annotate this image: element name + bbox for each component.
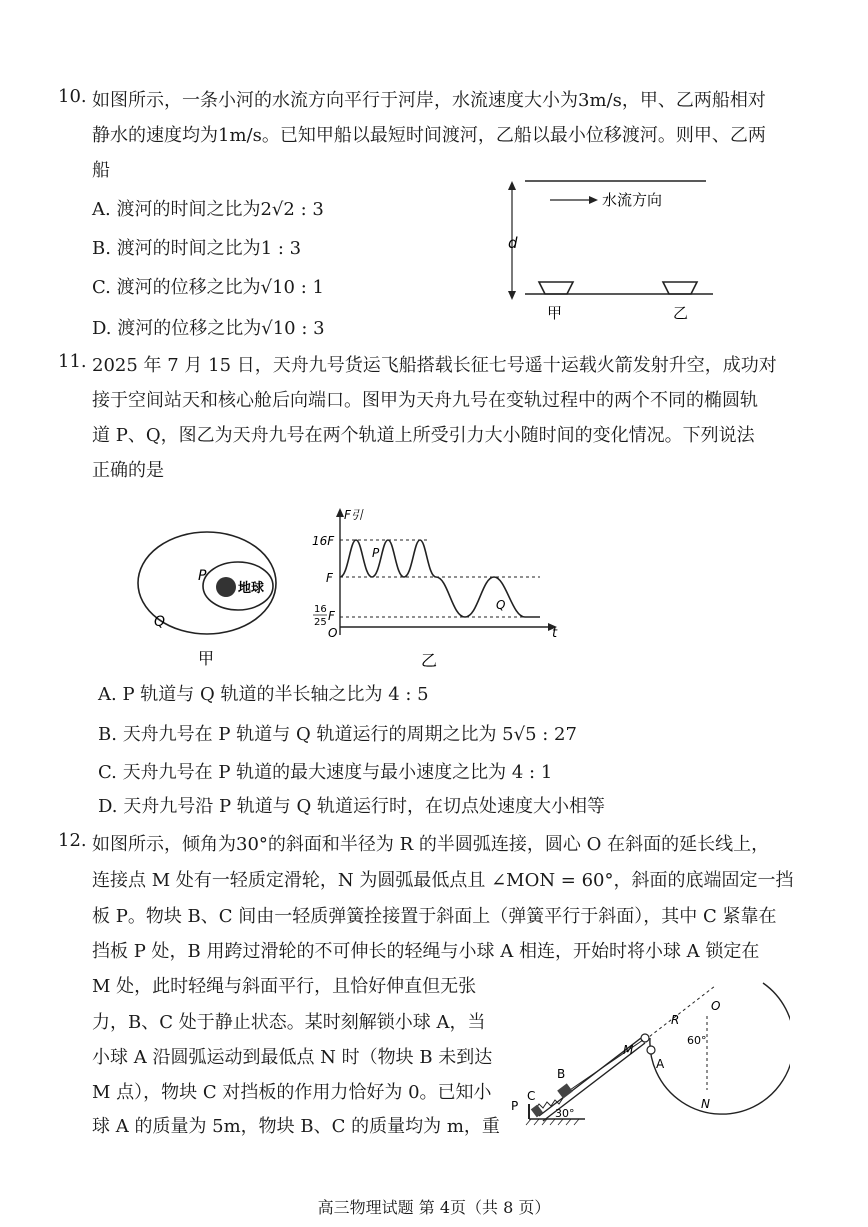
force-time-graph (300, 505, 570, 670)
q12-stem-line-5: M 处，此时轻绳与斜面平行，且恰好伸直但无张 (92, 976, 477, 997)
x-axis-label: t (552, 626, 558, 641)
q11-option-c (98, 758, 552, 784)
q10-stem-line-1: 如图所示，一条小河的水流方向平行于河岸，水流速度大小为3m/s，甲、乙两船相对 (92, 90, 766, 111)
q10-option-b (92, 234, 301, 260)
option-text: 渡河的时间之比为 (116, 238, 261, 259)
label-B: B (557, 1067, 566, 1081)
flow-direction-label: 水流方向 (602, 191, 663, 209)
option-text: 渡河的时间之比为 (116, 199, 261, 220)
y-axis-label: F引 (344, 508, 363, 522)
label-P: P (511, 1099, 519, 1113)
option-label: A. (92, 199, 111, 220)
q12-stem-line-9: 球 A 的质量为 5m，物块 B、C 的质量均为 m，重 (92, 1116, 500, 1137)
curve-q-label: Q (496, 598, 506, 612)
ytick-16-25F-den: 25 (314, 617, 327, 628)
river-diagram (500, 172, 720, 322)
boat-jia (539, 282, 573, 294)
boat-jia-label: 甲 (547, 304, 563, 322)
q10-stem-line-3: 船 (92, 160, 110, 181)
option-text: 天舟九号在 P 轨道的最大速度与最小速度之比为 4 : 1 (122, 762, 553, 783)
option-label: B. (98, 724, 117, 745)
option-text: P 轨道与 Q 轨道的半长轴之比为 4 : 5 (122, 684, 429, 705)
boat-yi-label: 乙 (673, 304, 689, 322)
q12-stem-line-6: 力，B、C 处于静止状态。某时刻解锁小球 A，当 (92, 1012, 486, 1033)
question-number-12: 12. (58, 830, 87, 851)
q12-stem-line-1: 如图所示，倾角为30°的斜面和半径为 R 的半圆弧连接，圆心 O 在斜面的延长线上， (92, 834, 770, 855)
curve-q (436, 577, 540, 617)
earth-icon (216, 577, 236, 597)
label-O: O (711, 999, 721, 1013)
orbit-diagram (130, 520, 310, 670)
option-label: D. (92, 318, 112, 339)
label-M: M (623, 1043, 634, 1057)
ytick-16F: 16F (312, 534, 335, 548)
option-expr: 1 : 3 (260, 238, 302, 259)
label-R: R (671, 1013, 680, 1027)
q11-option-d (98, 792, 605, 818)
option-label: D. (98, 796, 118, 817)
label-30: 30° (555, 1107, 575, 1120)
option-label: C. (98, 762, 117, 783)
option-text: 天舟九号沿 P 轨道与 Q 轨道运行时，在切点处速度大小相等 (123, 796, 606, 817)
block-b (557, 1083, 573, 1098)
q10-option-a (92, 195, 324, 221)
q11-option-a (98, 680, 429, 706)
option-expr: √10 : 3 (261, 318, 325, 339)
q11-stem-line-3: 道 P、Q，图乙为天舟九号在两个轨道上所受引力大小随时间的变化情况。下列说法 (92, 425, 755, 446)
ytick-16-25F-suffix: F (328, 609, 335, 623)
curve-p (340, 540, 436, 577)
origin-label: O (328, 626, 338, 640)
ball-a (647, 1046, 655, 1054)
fig-yi-caption: 乙 (421, 651, 438, 670)
q12-stem-line-8: M 点），物块 C 对挡板的作用力恰好为 0。已知小 (92, 1082, 492, 1103)
boat-yi (663, 282, 697, 294)
q11-stem-line-2: 接于空间站天和核心舱后向端口。图甲为天舟九号在变轨过程中的两个不同的椭圆轨 (92, 390, 758, 411)
option-expr: 2√2 : 3 (260, 199, 324, 220)
ytick-16-25F-num: 16 (314, 604, 327, 615)
option-text: 渡河的位移之比为 (117, 318, 262, 339)
option-expr: √10 : 1 (260, 277, 324, 298)
q12-stem-line-2: 连接点 M 处有一轻质定滑轮，N 为圆弧最低点且 ∠MON = 60°，斜面的底端固定一挡 (92, 870, 794, 891)
orbit-q-label: Q (154, 614, 166, 630)
q11-stem-line-4: 正确的是 (92, 460, 164, 481)
option-label: C. (92, 277, 111, 298)
page-footer: 高三物理试题 第 4页（共 8 页） (317, 1198, 551, 1217)
ytick-F: F (326, 571, 333, 585)
option-text: 渡河的位移之比为 (116, 277, 261, 298)
question-number-11: 11. (58, 351, 87, 372)
question-number-10: 10. (58, 86, 87, 107)
width-label: d (508, 234, 518, 252)
label-A: A (656, 1057, 665, 1071)
earth-label: 地球 (238, 581, 265, 596)
q12-stem-line-7: 小球 A 沿圆弧运动到最低点 N 时（物块 B 未到达 (92, 1047, 493, 1068)
orbit-p-label: P (198, 568, 207, 584)
label-N: N (701, 1097, 710, 1111)
q11-stem-line-1: 2025 年 7 月 15 日，天舟九号货运飞船搭载长征七号遥十运载火箭发射升空，成功对 (92, 355, 777, 376)
option-label: A. (98, 684, 117, 705)
q11-option-b (98, 720, 577, 746)
incline-arc-diagram (505, 980, 790, 1140)
q12-stem-line-4: 挡板 P 处，B 用跨过滑轮的不可伸长的轻绳与小球 A 相连，开始时将小球 A 锁定在 (92, 941, 760, 962)
label-C: C (527, 1089, 536, 1103)
curve-p-label: P (372, 546, 380, 560)
q10-option-d (92, 314, 325, 340)
fig-jia-caption: 甲 (198, 649, 215, 668)
option-text: 天舟九号在 P 轨道与 Q 轨道运行的周期之比为 5√5 : 27 (122, 724, 577, 745)
q12-stem-line-3: 板 P。物块 B、C 间由一轻质弹簧拴接置于斜面上（弹簧平行于斜面），其中 C 紧靠在 (92, 906, 777, 927)
q10-option-c (92, 273, 324, 299)
q10-stem-line-2: 静水的速度均为1m/s。已知甲船以最短时间渡河，乙船以最小位移渡河。则甲、乙两 (92, 125, 766, 146)
option-label: B. (92, 238, 111, 259)
label-60: 60° (687, 1034, 707, 1047)
